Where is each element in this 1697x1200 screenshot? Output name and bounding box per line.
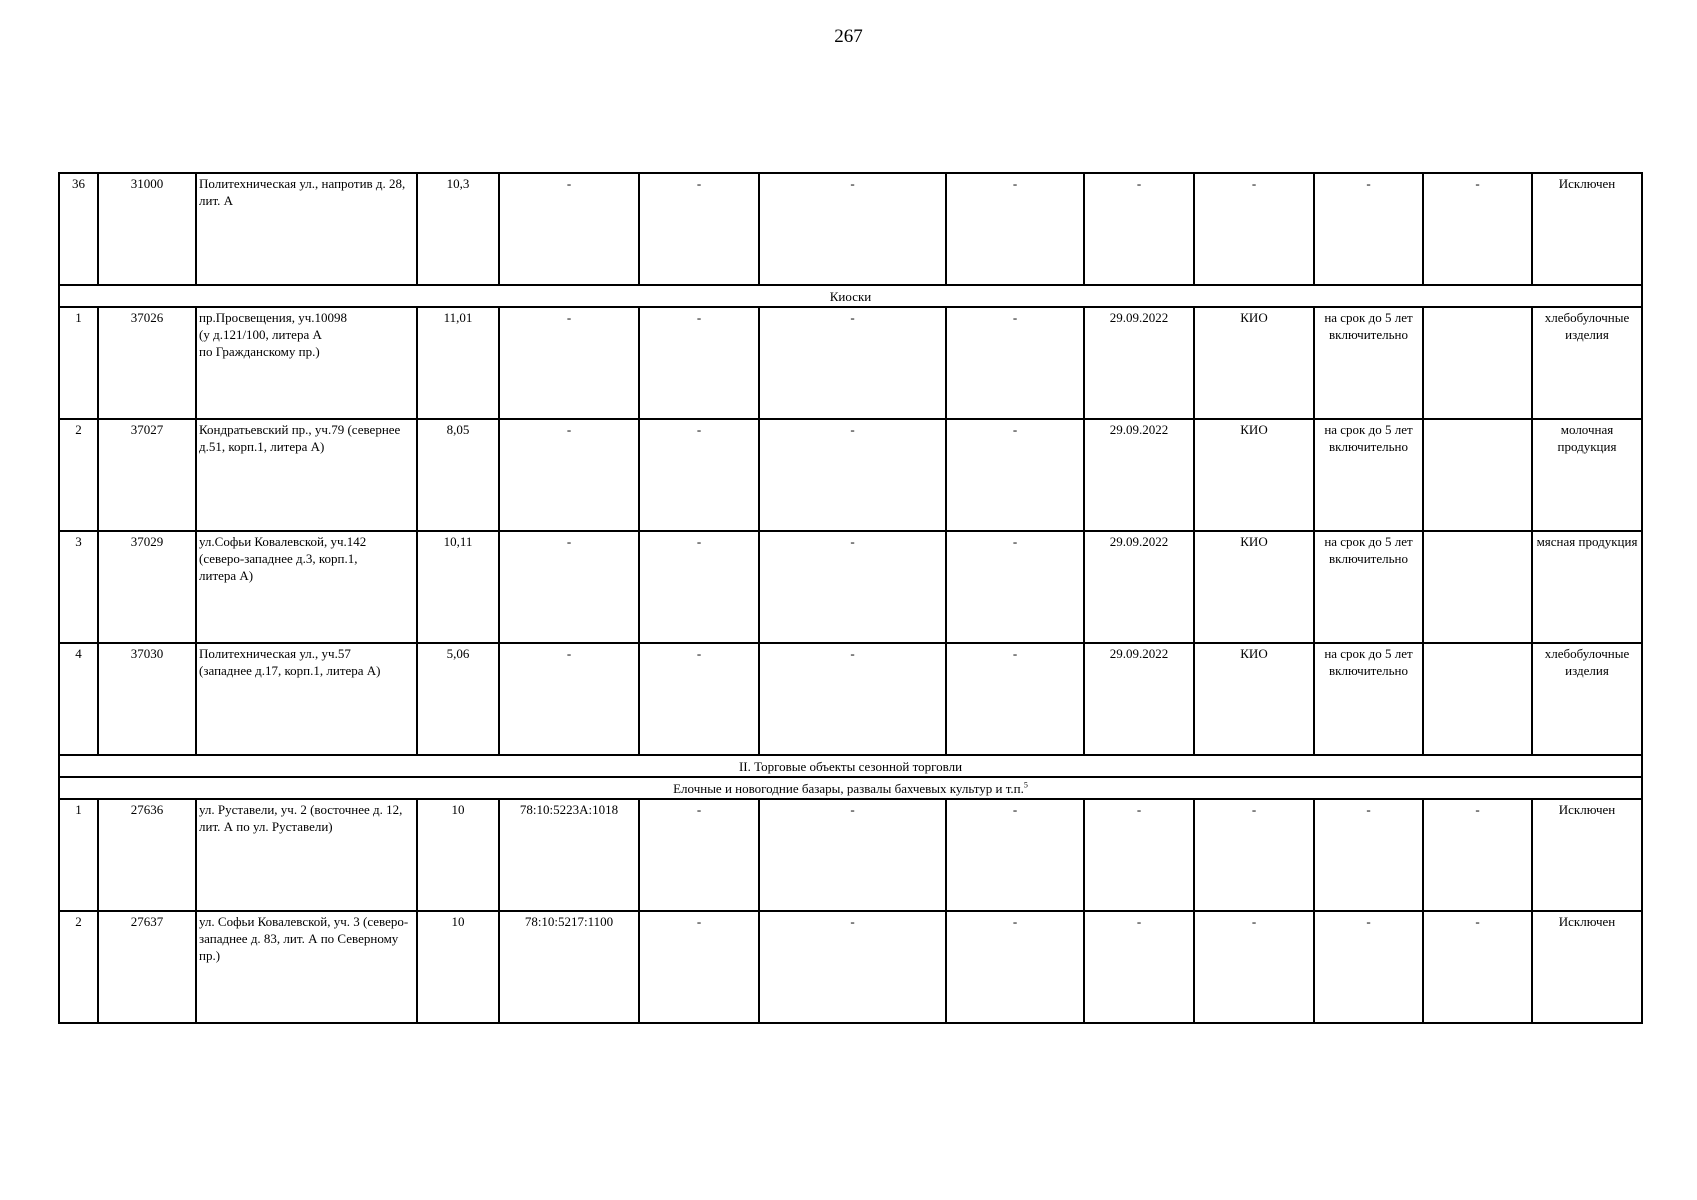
cell-col7: - — [759, 173, 946, 285]
cell-col7: - — [759, 419, 946, 531]
placement-term: - — [1314, 173, 1423, 285]
object-area: 10,3 — [417, 173, 499, 285]
table-row — [59, 531, 1642, 643]
object-code: 27637 — [98, 911, 196, 1023]
cadastral-number: - — [499, 531, 639, 643]
object-code: 37027 — [98, 419, 196, 531]
footnote-marker: 5 — [1023, 780, 1028, 790]
object-area: 8,05 — [417, 419, 499, 531]
row-number: 3 — [59, 531, 98, 643]
decision-date: 29.09.2022 — [1084, 531, 1194, 643]
cadastral-number: - — [499, 643, 639, 755]
cell-col8: - — [946, 911, 1084, 1023]
table-row — [59, 173, 1642, 285]
cell-col7: - — [759, 307, 946, 419]
table-row — [59, 307, 1642, 419]
object-address: Политехническая ул., напротив д. 28, лит. А — [196, 173, 417, 285]
cadastral-number: - — [499, 173, 639, 285]
decision-date: 29.09.2022 — [1084, 419, 1194, 531]
table-row — [59, 419, 1642, 531]
cell-col12 — [1423, 419, 1532, 531]
specialization: мясная продукция — [1532, 531, 1642, 643]
object-address: пр.Просвещения, уч.10098 (у д.121/100, литера А по Гражданскому пр.) — [196, 307, 417, 419]
object-code: 27636 — [98, 799, 196, 911]
cell-col6: - — [639, 911, 759, 1023]
section-header-row — [59, 755, 1642, 777]
object-code: 37029 — [98, 531, 196, 643]
cell-col6: - — [639, 799, 759, 911]
placement-term: - — [1314, 911, 1423, 1023]
cell-col6: - — [639, 419, 759, 531]
table-row — [59, 911, 1642, 1023]
cell-col12 — [1423, 531, 1532, 643]
specialization: хлебобулочные изделия — [1532, 643, 1642, 755]
cell-col8: - — [946, 799, 1084, 911]
object-area: 10,11 — [417, 531, 499, 643]
row-number: 1 — [59, 799, 98, 911]
cell-col8: - — [946, 531, 1084, 643]
authority: - — [1194, 799, 1314, 911]
authority: КИО — [1194, 643, 1314, 755]
section-title-seasonal: II. Торговые объекты сезонной торговли — [59, 755, 1642, 777]
cell-col8: - — [946, 307, 1084, 419]
cell-col6: - — [639, 307, 759, 419]
cadastral-number: - — [499, 307, 639, 419]
decision-date: - — [1084, 173, 1194, 285]
decision-date: 29.09.2022 — [1084, 643, 1194, 755]
placement-term: на срок до 5 лет включительно — [1314, 419, 1423, 531]
cell-col6: - — [639, 643, 759, 755]
row-number: 36 — [59, 173, 98, 285]
cell-col12 — [1423, 307, 1532, 419]
cell-col7: - — [759, 531, 946, 643]
specialization: хлебобулочные изделия — [1532, 307, 1642, 419]
authority: КИО — [1194, 307, 1314, 419]
object-area: 5,06 — [417, 643, 499, 755]
specialization: Исключен — [1532, 799, 1642, 911]
cell-col7: - — [759, 643, 946, 755]
cadastral-number: - — [499, 419, 639, 531]
specialization: Исключен — [1532, 173, 1642, 285]
object-code: 31000 — [98, 173, 196, 285]
placement-term: на срок до 5 лет включительно — [1314, 307, 1423, 419]
cadastral-number: 78:10:5217:1100 — [499, 911, 639, 1023]
cell-col6: - — [639, 173, 759, 285]
authority: КИО — [1194, 419, 1314, 531]
placement-term: на срок до 5 лет включительно — [1314, 643, 1423, 755]
object-address: ул. Софьи Ковалевской, уч. 3 (северо-западнее д. 83, лит. А по Северному пр.) — [196, 911, 417, 1023]
section-title-kiosks: Киоски — [59, 285, 1642, 307]
table-row — [59, 799, 1642, 911]
cell-col8: - — [946, 419, 1084, 531]
row-number: 1 — [59, 307, 98, 419]
object-area: 10 — [417, 799, 499, 911]
row-number: 2 — [59, 419, 98, 531]
specialization: молочная продукция — [1532, 419, 1642, 531]
cell-col8: - — [946, 643, 1084, 755]
cell-col6: - — [639, 531, 759, 643]
object-code: 37026 — [98, 307, 196, 419]
cell-col12: - — [1423, 911, 1532, 1023]
authority: - — [1194, 911, 1314, 1023]
registry-table — [58, 172, 1643, 1024]
authority: - — [1194, 173, 1314, 285]
cell-col8: - — [946, 173, 1084, 285]
object-code: 37030 — [98, 643, 196, 755]
row-number: 4 — [59, 643, 98, 755]
section-title-bazaars — [59, 777, 1642, 799]
object-address: ул. Руставели, уч. 2 (восточнее д. 12, лит. А по ул. Руставели) — [196, 799, 417, 911]
section-header-row — [59, 285, 1642, 307]
object-area: 10 — [417, 911, 499, 1023]
section-header-row — [59, 777, 1642, 799]
bazaar-title-text: Елочные и новогодние базары, развалы бахчевых культур и т.п. — [673, 780, 1024, 796]
decision-date: - — [1084, 911, 1194, 1023]
object-address: ул.Софьи Ковалевской, уч.142 (северо-западнее д.3, корп.1, литера А) — [196, 531, 417, 643]
object-area: 11,01 — [417, 307, 499, 419]
page-number: 267 — [834, 26, 863, 47]
specialization: Исключен — [1532, 911, 1642, 1023]
decision-date: - — [1084, 799, 1194, 911]
object-address: Политехническая ул., уч.57 (западнее д.17, корп.1, литера А) — [196, 643, 417, 755]
row-number: 2 — [59, 911, 98, 1023]
cell-col7: - — [759, 911, 946, 1023]
cell-col7: - — [759, 799, 946, 911]
cadastral-number: 78:10:5223А:1018 — [499, 799, 639, 911]
cell-col12: - — [1423, 173, 1532, 285]
placement-term: - — [1314, 799, 1423, 911]
decision-date: 29.09.2022 — [1084, 307, 1194, 419]
object-address: Кондратьевский пр., уч.79 (севернее д.51, корп.1, литера А) — [196, 419, 417, 531]
cell-col12 — [1423, 643, 1532, 755]
table-row — [59, 643, 1642, 755]
placement-term: на срок до 5 лет включительно — [1314, 531, 1423, 643]
cell-col12: - — [1423, 799, 1532, 911]
authority: КИО — [1194, 531, 1314, 643]
